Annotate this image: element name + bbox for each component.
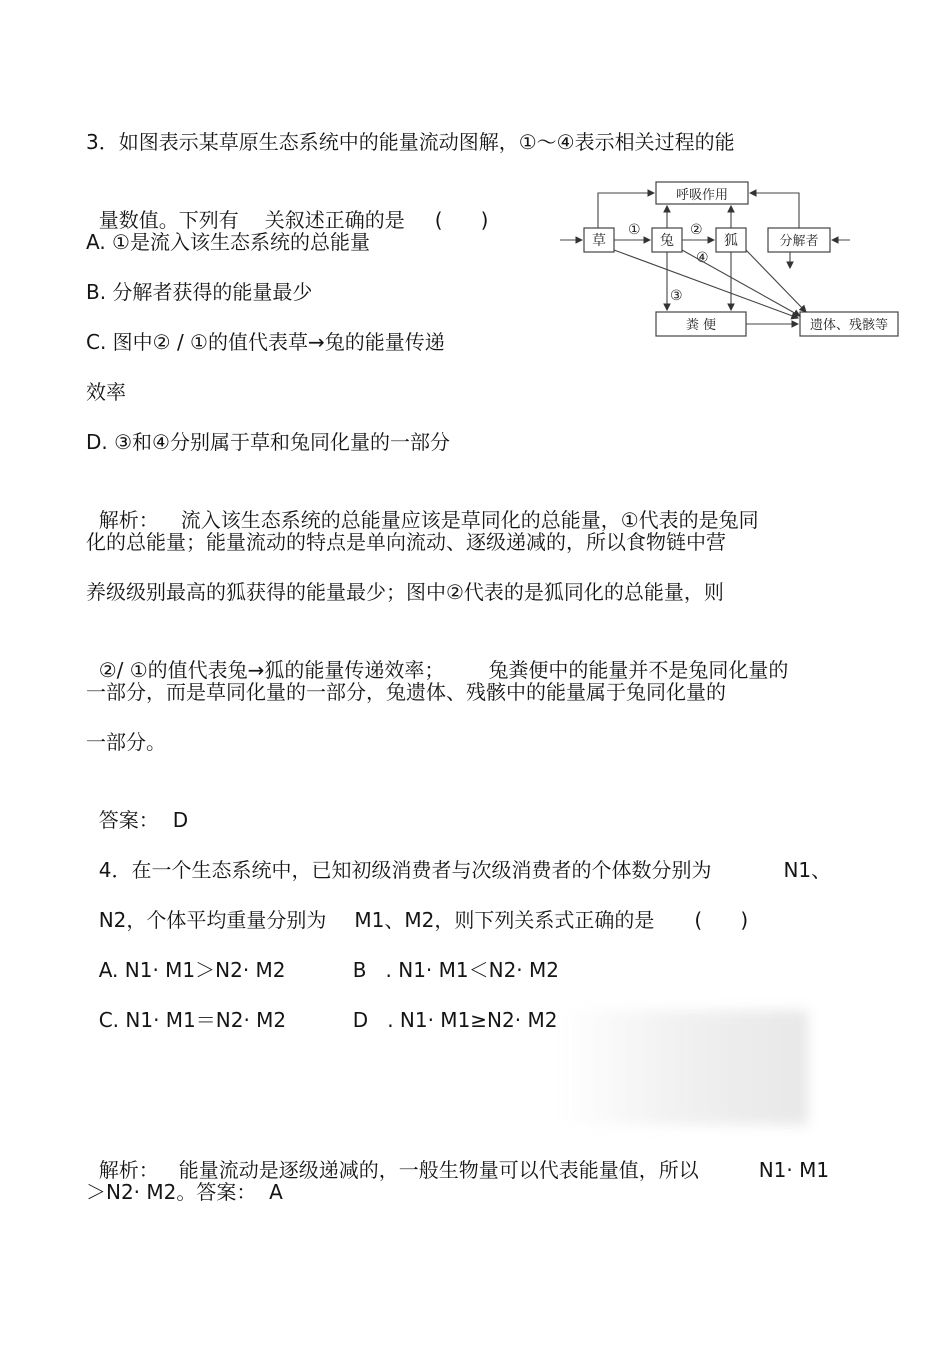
q3-analysis-text1: 流入该生态系统的总能量应该是草同化的总能量，①代表的是兔同 [180, 508, 759, 532]
rabbit-label: 兔 [660, 233, 674, 249]
q4-options-ab [86, 928, 559, 984]
respiration-label: 呼吸作用 [675, 188, 729, 203]
q4-stem-line2c: ( ) [694, 908, 749, 932]
q3-analysis-line4b: 兔粪便中的能量并不是兔同化量的 [488, 658, 789, 682]
q3-analysis-line4a: ②/ ①的值代表兔→狐的能量传递效率； [98, 658, 445, 682]
q4-analysis-line2: ＞N2· M2。答案： A [86, 1180, 283, 1204]
q3-stem-line2a: 量数值。下列有 [98, 208, 239, 232]
q3-analysis-label: 解析： [98, 508, 159, 532]
q3-analysis-line4 [86, 628, 788, 684]
q3-analysis-line6: 一部分。 [86, 730, 166, 754]
q3-option-c-line2: 效率 [86, 380, 126, 404]
decomposer-label: 分解者 [779, 234, 819, 249]
label-4: ④ [696, 250, 709, 266]
q4-option-b: B . N1· M1＜N2· M2 [352, 958, 559, 982]
q3-stem-line2b: 关叙述正确的是 [264, 208, 405, 232]
label-2: ② [690, 222, 703, 238]
q3-option-d: D. ③和④分别属于草和兔同化量的一部分 [86, 430, 450, 454]
q3-stem-line2c: ( ) [434, 208, 489, 232]
q4-analysis-line1 [86, 1128, 829, 1184]
energy-flow-diagram [560, 172, 905, 342]
q4-option-c: C. N1· M1＝N2· M2 [98, 1008, 287, 1032]
label-1: ① [628, 222, 641, 238]
q4-option-a: A. N1· M1＞N2· M2 [98, 958, 286, 982]
feces-label: 粪 便 [685, 318, 717, 333]
q4-stem-line2b: M1、M2，则下列关系式正确的是 [354, 908, 655, 932]
q3-option-b: B. 分解者获得的能量最少 [86, 280, 313, 304]
label-3: ③ [670, 288, 683, 304]
q3-stem-line1: 3．如图表示某草原生态系统中的能量流动图解，①～④表示相关过程的能 [86, 130, 735, 154]
q4-option-d: D . N1· M1≥N2· M2 [352, 1008, 558, 1032]
q4-analysis-text1: 能量流动是逐级递减的，一般生物量可以代表能量值，所以 [178, 1158, 699, 1182]
q3-analysis-line3: 养级级别最高的狐获得的能量最少；图中②代表的是狐同化的总能量，则 [86, 580, 724, 604]
q3-answer-label: 答案： [98, 808, 159, 832]
q4-stem-line1-text: 4．在一个生态系统中，已知初级消费者与次级消费者的个体数分别为 [98, 858, 712, 882]
q4-stem-line2 [86, 878, 748, 934]
grass-label: 草 [592, 233, 606, 249]
faded-watermark-image [560, 1010, 808, 1125]
q3-answer-value: D [172, 808, 189, 832]
q3-option-a: A. ①是流入该生态系统的总能量 [86, 230, 370, 254]
q3-analysis-line1 [86, 478, 759, 534]
q3-stem-line2 [86, 178, 488, 234]
q4-stem-line2a: N2，个体平均重量分别为 [98, 908, 327, 932]
q4-analysis-label: 解析： [98, 1158, 159, 1182]
q4-stem-line1 [86, 828, 831, 884]
q3-analysis-line2: 化的总能量；能量流动的特点是单向流动、逐级递减的，所以食物链中营 [86, 530, 726, 554]
q3-answer [86, 778, 188, 834]
remains-label: 遗体、残骸等 [809, 318, 889, 333]
q4-analysis-line1-end: N1· M1 [758, 1158, 830, 1182]
q3-option-c-line1: C. 图中② / ①的值代表草→兔的能量传递 [86, 330, 445, 354]
q4-options-cd [86, 978, 557, 1034]
q3-analysis-line5: 一部分，而是草同化量的一部分，兔遗体、残骸中的能量属于兔同化量的 [86, 680, 726, 704]
fox-label: 狐 [724, 233, 738, 249]
q4-stem-line1-end: N1、 [783, 858, 832, 882]
